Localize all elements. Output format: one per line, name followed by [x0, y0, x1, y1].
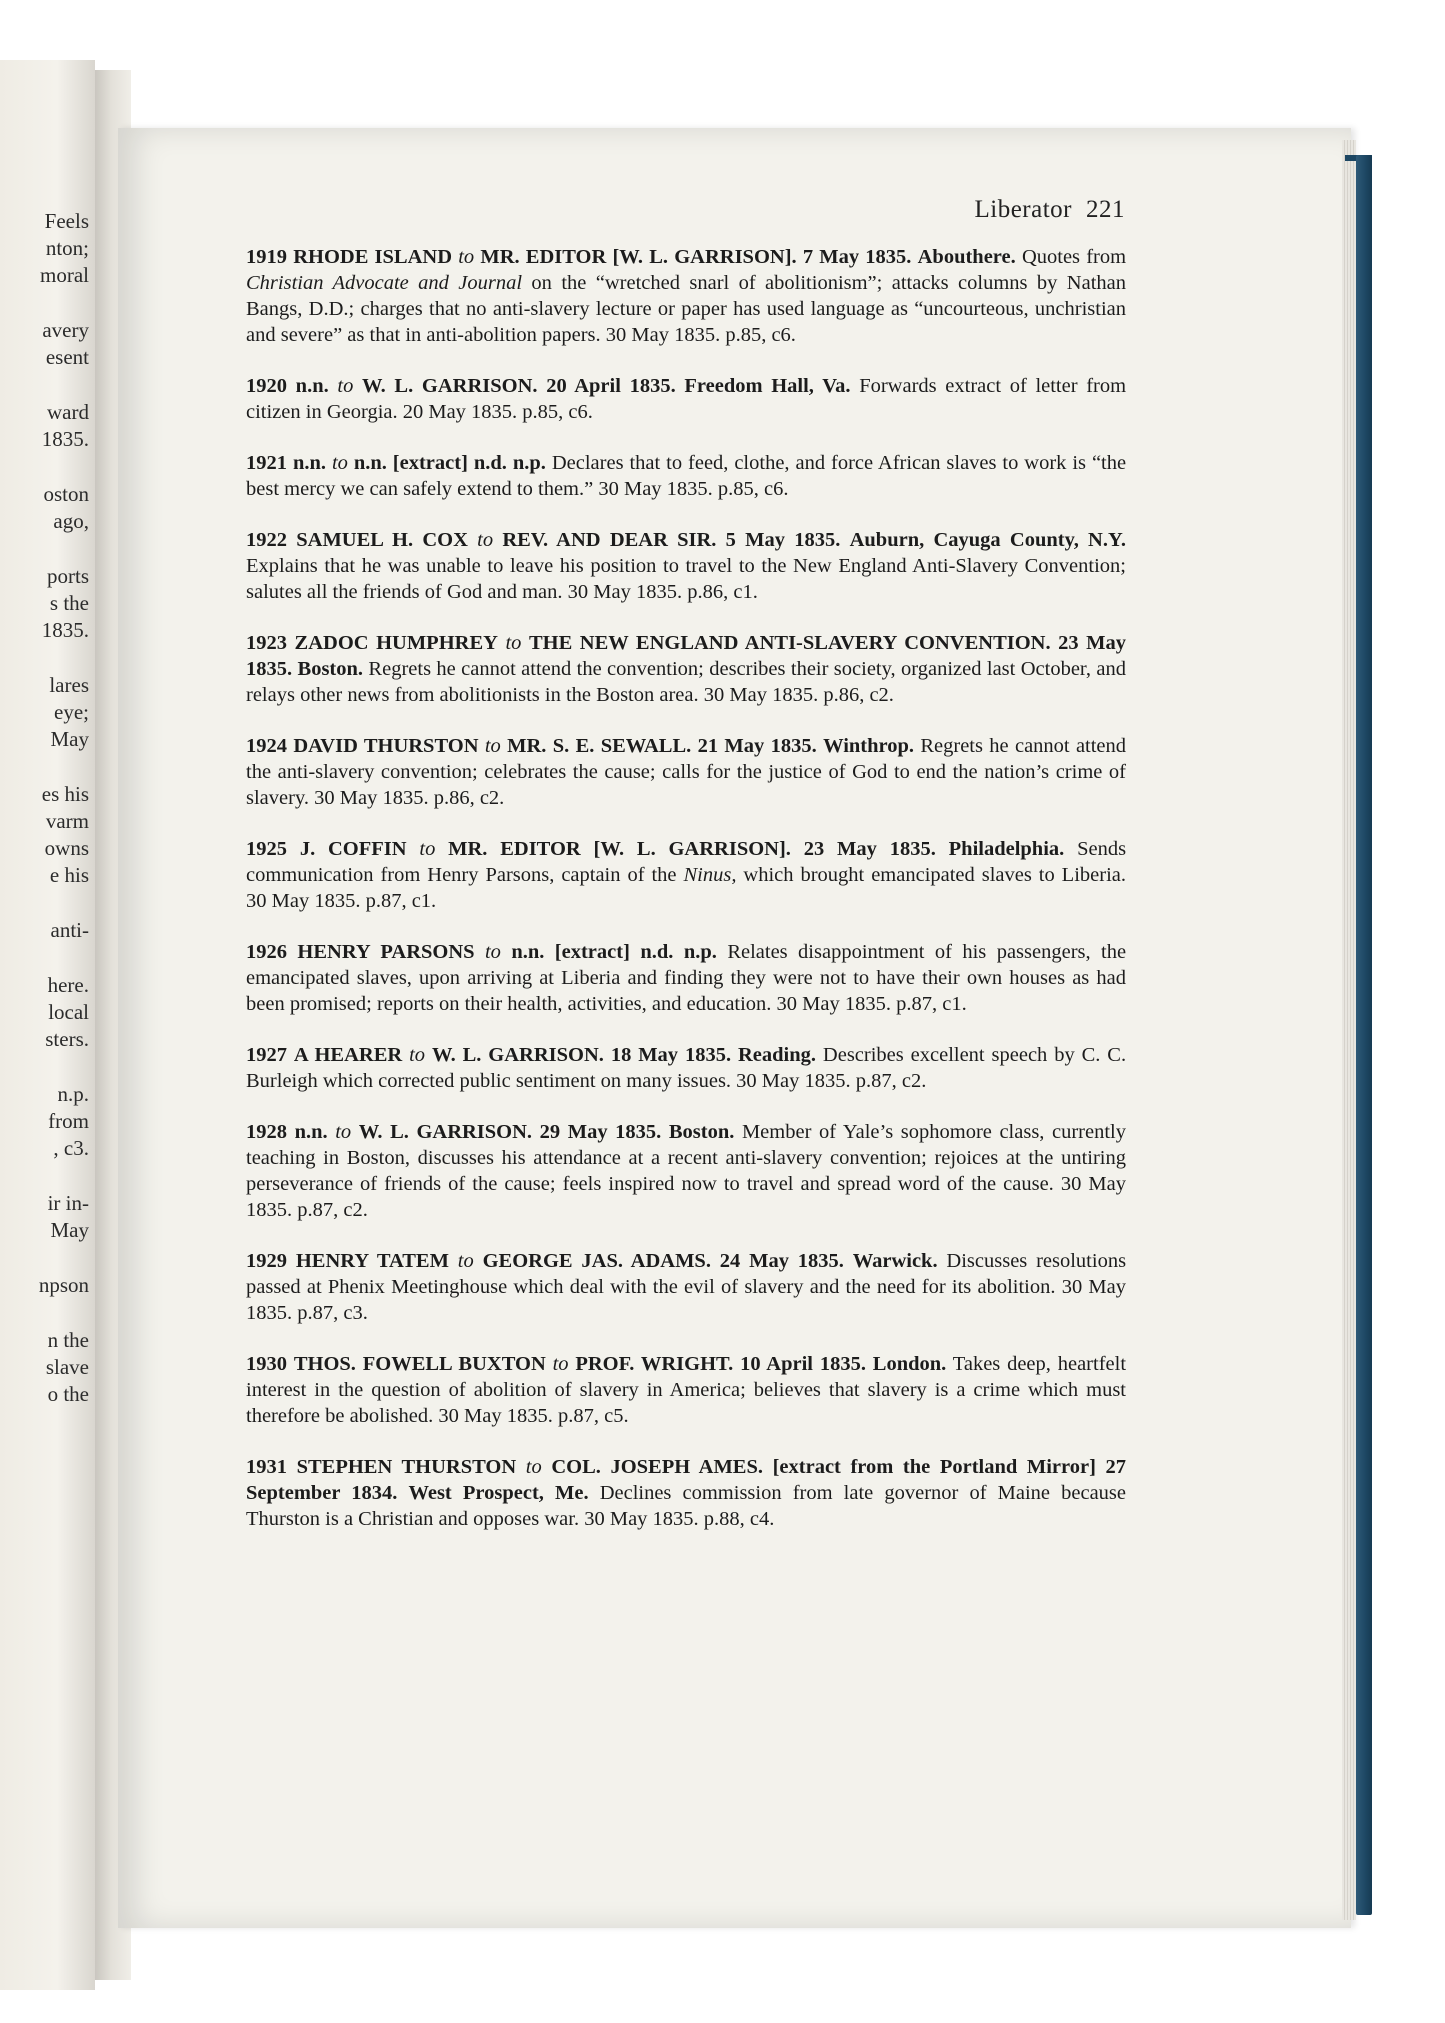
- facing-page-fragment: slave: [45, 1355, 89, 1379]
- catalog-entry: [246, 733, 1126, 811]
- entry-sender: n.n.: [295, 375, 329, 397]
- entry-connector: to: [484, 941, 501, 963]
- entry-sender: THOS. FOWELL BUXTON: [293, 1353, 546, 1375]
- entry-connector: to: [477, 529, 494, 551]
- facing-page-fragment: npson: [38, 1273, 89, 1297]
- facing-page-fragment: local: [48, 1000, 89, 1024]
- facing-page-fragment: oston: [43, 482, 89, 506]
- entry-number: 1925: [246, 838, 287, 860]
- facing-page-fragment: avery: [42, 318, 89, 342]
- entry-recipient: W. L. GARRISON.: [358, 1121, 533, 1143]
- entry-sender: STEPHEN THURSTON: [296, 1456, 517, 1478]
- entry-recipient: THE NEW ENGLAND ANTI-SLAVERY CONVENTION.: [528, 632, 1051, 654]
- entry-place: Winthrop.: [823, 735, 915, 757]
- entry-number: 1920: [246, 375, 287, 397]
- entry-summary: Takes deep, heartfelt interest in the question of abolition of slavery in America; believes that slavery is a crime which must therefore be abolished. 30 May 1835. p.87, c5.: [246, 1353, 1127, 1427]
- catalog-entry: [246, 1454, 1126, 1532]
- entry-connector: to: [525, 1456, 542, 1478]
- facing-page-fragment: May: [50, 727, 89, 751]
- entry-sender: DAVID THURSTON: [293, 735, 479, 757]
- catalog-entry: [246, 450, 1126, 502]
- facing-page-fragment: e his: [49, 863, 89, 887]
- running-header-title: Liberator: [974, 196, 1072, 223]
- facing-page-fragment: varm: [45, 809, 89, 833]
- facing-page-fragment: s the: [49, 591, 89, 615]
- entry-recipient: n.n. [extract]: [511, 941, 630, 963]
- facing-page-fragment: May: [50, 1218, 89, 1242]
- entry-date: 23 May 1835.: [246, 632, 1127, 680]
- entry-summary-cont: on the “wretched snarl of abolitionism”; attacks columns by Nathan Bangs, D.D.; charges that no anti-slavery lecture or paper has used language as “uncourteous, unchristian and severe” as that in anti-abolition papers. 30 May 1835. p.85, c6.: [246, 272, 1126, 346]
- entry-summary: Discusses resolutions passed at Phenix Meetinghouse which deal with the evil of slavery and the need for its abolition. 30 May 1835. p.87, c3.: [246, 1250, 1127, 1324]
- entry-summary: Declines commission from late governor of Maine because Thurston is a Christian and opposes war. 30 May 1835. p.88, c4.: [246, 1482, 1127, 1530]
- book-cover-spine: [1356, 155, 1372, 1915]
- entry-sender: HENRY PARSONS: [297, 941, 475, 963]
- catalog-entry: [246, 630, 1126, 708]
- facing-page-fragment: Feels: [44, 209, 89, 233]
- entry-date: 18 May 1835.: [610, 1044, 732, 1066]
- facing-page-fragment: ward: [47, 400, 89, 424]
- entry-date: 29 May 1835.: [539, 1121, 662, 1143]
- facing-page-fragment: anti-: [50, 918, 89, 942]
- entry-sender: SAMUEL H. COX: [296, 529, 468, 551]
- facing-page-fragment: here.: [47, 973, 89, 997]
- entry-connector: to: [331, 452, 348, 474]
- entry-summary: Quotes from: [1021, 246, 1127, 268]
- facing-page-left: [0, 60, 95, 1990]
- facing-page-fragment: , c3.: [53, 1136, 89, 1160]
- facing-page-fragment: nton;: [45, 236, 89, 260]
- facing-page-fragment: sters.: [45, 1027, 89, 1051]
- catalog-entry: [246, 1351, 1126, 1429]
- facing-page-fragment: eye;: [54, 700, 89, 724]
- entry-sender: A HEARER: [293, 1044, 403, 1066]
- entry-connector: to: [552, 1353, 569, 1375]
- entry-summary: Declares that to feed, clothe, and force African slaves to work is “the best mercy we can safely extend to them.” 30 May 1835. p.85, c6.: [246, 452, 1127, 500]
- facing-page-fragment: lares: [49, 673, 89, 697]
- entry-summary: Forwards extract of letter from citizen in Georgia. 20 May 1835. p.85, c6.: [246, 375, 1127, 423]
- facing-page-fragment: n the: [47, 1328, 89, 1352]
- entry-summary: Regrets he cannot attend the anti-slavery convention; celebrates the cause; calls for the justice of God to end the nation’s crime of slavery. 30 May 1835. p.86, c2.: [246, 735, 1127, 809]
- entry-date: 23 May 1835.: [803, 838, 936, 860]
- entry-place: West Prospect, Me.: [408, 1482, 589, 1504]
- entry-summary-cont: which brought emancipated slaves to Liberia. 30 May 1835. p.87, c1.: [246, 864, 1126, 912]
- entry-sender: J. COFFIN: [299, 838, 407, 860]
- facing-page-fragment: moral: [40, 263, 89, 287]
- entry-number: 1927: [246, 1044, 287, 1066]
- entry-summary: Sends communication from Henry Parsons, captain of the: [246, 838, 1127, 886]
- entry-connector: to: [409, 1044, 426, 1066]
- facing-page-fragment: 1835.: [41, 427, 89, 451]
- facing-page-fragment: esent: [45, 345, 89, 369]
- entry-number: 1929: [246, 1250, 287, 1272]
- facing-page-fragment: from: [48, 1109, 89, 1133]
- catalog-entry: [246, 1042, 1126, 1094]
- catalog-entry: [246, 1119, 1126, 1223]
- entry-date: 10 April 1835.: [740, 1353, 866, 1375]
- entry-list: [246, 244, 1126, 1557]
- facing-page-fragment: 1835.: [41, 618, 89, 642]
- page-edges: [1342, 140, 1356, 1920]
- entry-sender: HENRY TATEM: [295, 1250, 449, 1272]
- entry-date: 7 May 1835.: [802, 246, 912, 268]
- entry-italic-title: Christian Advocate and Journal: [246, 272, 523, 294]
- entry-date: 27 September 1834.: [246, 1456, 1127, 1504]
- entry-date: n.d.: [473, 452, 507, 474]
- entry-place: Auburn, Cayuga County, N.Y.: [849, 529, 1127, 551]
- facing-page-fragment: es his: [41, 782, 89, 806]
- entry-connector: to: [335, 1121, 352, 1143]
- entry-recipient: REV. AND DEAR SIR.: [502, 529, 717, 551]
- entry-sender: n.n.: [292, 452, 326, 474]
- page-number: 221: [1086, 196, 1125, 223]
- entry-recipient: W. L. GARRISON.: [431, 1044, 604, 1066]
- entry-summary: Member of Yale’s sophomore class, currently teaching in Boston, discusses his attendance at a recent anti-slavery convention; rejoices at the untiring perseverance of friends of the cause; feels inspired now to travel and spread word of the cause. 30 May 1835. p.87, c2.: [246, 1121, 1126, 1221]
- entry-connector: to: [457, 1250, 474, 1272]
- entry-place: London.: [872, 1353, 947, 1375]
- entry-connector: to: [484, 735, 501, 757]
- entry-recipient: GEORGE JAS. ADAMS.: [482, 1250, 711, 1272]
- entry-summary: Describes excellent speech by C. C. Burleigh which corrected public sentiment on many issues. 30 May 1835. p.87, c2.: [246, 1044, 1127, 1092]
- entry-summary: Relates disappointment of his passengers, the emancipated slaves, upon arriving at Liberia and finding they were not to have their own houses as had been promised; reports on their health, activities, and education. 30 May 1835. p.87, c1.: [246, 941, 1127, 1015]
- facing-page-fragment: ports: [47, 564, 89, 588]
- entry-number: 1919: [246, 246, 287, 268]
- catalog-entry: [246, 244, 1126, 348]
- entry-connector: to: [419, 838, 436, 860]
- entry-place: Philadelphia.: [948, 838, 1065, 860]
- entry-place: n.p.: [683, 941, 717, 963]
- entry-date: 21 May 1835.: [697, 735, 817, 757]
- entry-place: Reading.: [737, 1044, 817, 1066]
- entry-recipient: COL. JOSEPH AMES. [extract from the Portland Mirror]: [551, 1456, 1096, 1478]
- entry-sender: RHODE ISLAND: [293, 246, 453, 268]
- catalog-entry: [246, 836, 1126, 914]
- entry-date: 20 April 1835.: [546, 375, 676, 397]
- entry-number: 1923: [246, 632, 287, 654]
- entry-recipient: MR. EDITOR [W. L. GARRISON].: [448, 838, 791, 860]
- entry-connector: to: [337, 375, 354, 397]
- entry-place: Freedom Hall, Va.: [684, 375, 851, 397]
- entry-date: 5 May 1835.: [725, 529, 841, 551]
- facing-page-fragment: owns: [44, 836, 89, 860]
- entry-place: n.p.: [512, 452, 546, 474]
- entry-place: Boston.: [668, 1121, 735, 1143]
- facing-page-fragment: ago,: [53, 509, 89, 533]
- entry-number: 1926: [246, 941, 287, 963]
- entry-number: 1931: [246, 1456, 287, 1478]
- entry-recipient: MR. EDITOR [W. L. GARRISON].: [480, 246, 797, 268]
- entry-place: Abouthere.: [917, 246, 1016, 268]
- catalog-entry: [246, 373, 1126, 425]
- entry-recipient: W. L. GARRISON.: [362, 375, 538, 397]
- entry-number: 1928: [246, 1121, 287, 1143]
- entry-summary: Explains that he was unable to leave his position to travel to the New England Anti-Slavery Convention; salutes all the friends of God and man. 30 May 1835. p.86, c1.: [246, 555, 1126, 603]
- entry-place: Warwick.: [852, 1250, 938, 1272]
- facing-page-fragment: n.p.: [57, 1082, 89, 1106]
- facing-page-fragment: ir in-: [47, 1191, 89, 1215]
- entry-number: 1921: [246, 452, 287, 474]
- entry-connector: to: [505, 632, 522, 654]
- catalog-entry: [246, 939, 1126, 1017]
- entry-sender: ZADOC HUMPHREY: [294, 632, 498, 654]
- entry-recipient: n.n. [extract]: [353, 452, 468, 474]
- entry-number: 1930: [246, 1353, 287, 1375]
- running-header: [974, 196, 1125, 224]
- entry-sender: n.n.: [294, 1121, 328, 1143]
- facing-page-fragment: o the: [47, 1382, 89, 1406]
- catalog-entry: [246, 1248, 1126, 1326]
- entry-italic-title: Ninus,: [683, 864, 737, 886]
- entry-recipient: MR. S. E. SEWALL.: [507, 735, 692, 757]
- entry-recipient: PROF. WRIGHT.: [575, 1353, 734, 1375]
- entry-number: 1924: [246, 735, 287, 757]
- entry-number: 1922: [246, 529, 287, 551]
- entry-date: 24 May 1835.: [719, 1250, 844, 1272]
- catalog-entry: [246, 527, 1126, 605]
- entry-date: n.d.: [640, 941, 674, 963]
- entry-connector: to: [458, 246, 475, 268]
- entry-place: Boston.: [297, 658, 364, 680]
- entry-summary: Regrets he cannot attend the convention; describes their society, organized last October, and relays other news from abolitionists in the Boston area. 30 May 1835. p.86, c2.: [246, 658, 1127, 706]
